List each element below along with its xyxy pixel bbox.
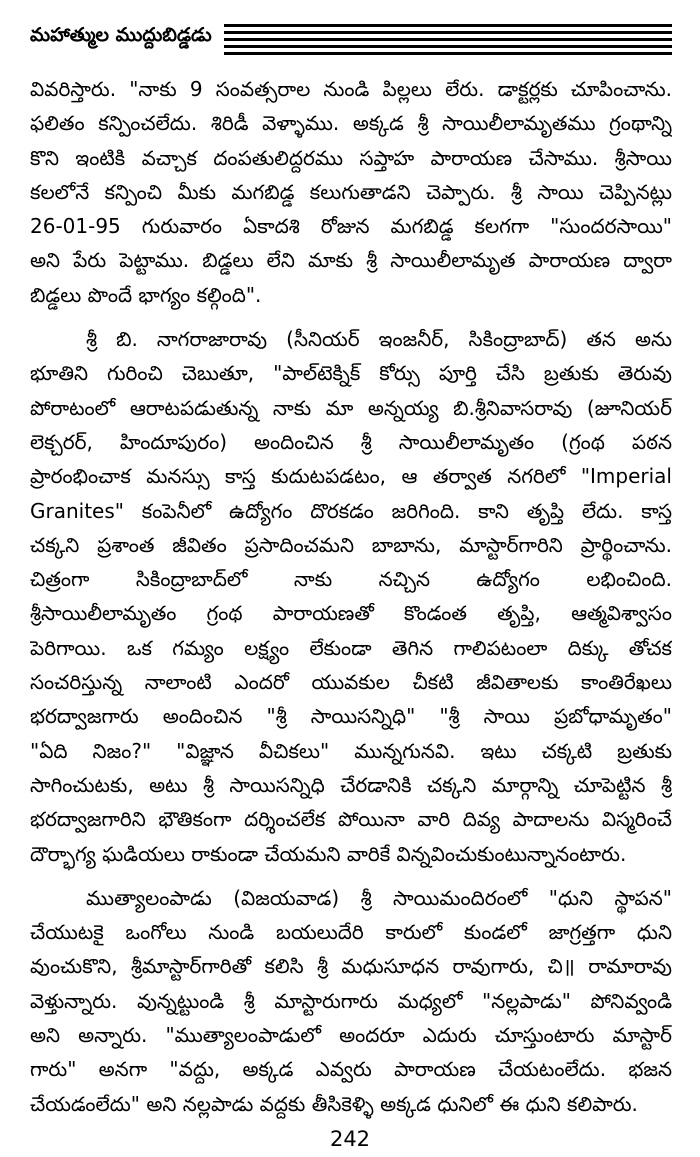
paragraph-2	[30, 322, 672, 871]
text-line: శ్రీసాయిలీలామృతం గ్రంథ పారాయణతో కొండంత తృప్తి, ఆత్మవిశ్వాసం	[30, 601, 672, 626]
text-line: కొని ఇంటికి వచ్చాక దంపతులిద్దరము సప్తాహ పారాయణ చేసాము. శ్రీసాయి	[30, 145, 672, 170]
text-line: వివరిస్తారు. "నాకు 9 సంవత్సరాల నుండి పిల్లలు లేరు. డాక్టర్లకు చూపించాను.	[30, 77, 672, 101]
header-rule-line	[224, 45, 672, 48]
text-line: అని అన్నారు. "ముత్యాలంపాడులో అందరూ ఎదురు చూస్తుంటారు మాస్టార్	[30, 1023, 672, 1048]
page-number: 242	[329, 1127, 371, 1151]
header-rule-line	[224, 38, 672, 41]
text-line: పోరాటంలో ఆరాటపడుతున్న నాకు మా అన్నయ్య బి.శ్రీనివాసరావు (జూనియర్	[30, 395, 672, 420]
text-line: సాగించుటకు, అటు శ్రీ సాయిసన్నిధి చేరడానికి చక్కని మార్గాన్ని చూపెట్టిన శ్రీ	[30, 772, 672, 797]
text-line: ప్రారంభించాక మనస్సు కాస్త కుదుటపడటం, ఆ తర్వాత నగరిలో "Imperial	[30, 464, 672, 489]
text-line: గారు" అనగా "వద్దు, అక్కడ ఎవ్వరు పారాయణ చేయటంలేదు. భజన	[30, 1057, 672, 1082]
header-rule-line	[224, 24, 672, 27]
text-line: లెక్చరర్, హిందూపురం) అందించిన శ్రీ సాయిలీలామృతం (గ్రంథ పఠన	[30, 429, 672, 454]
text-line: భూతిని గురించి చెబుతూ, "పాల్‌టెక్నిక్ కోర్సు పూర్తి చేసి బ్రతుకు తెరువు	[30, 361, 672, 386]
text-line: భరద్వాజగారిని భౌతికంగా దర్శించలేక పోయినా వారి దివ్య పాదాలను విస్మరించే	[30, 807, 672, 832]
text-line: శ్రీ బి. నాగరాజారావు (సీనియర్ ఇంజనీర్, సికింద్రాబాద్) తన అను	[86, 327, 672, 352]
text-line: చిత్రంగా సికింద్రాబాద్‌లో నాకు నచ్చిన ఉద్యోగం లభించింది.	[30, 567, 672, 592]
running-title: మహాత్ముల ముద్దుబిడ్డడు	[30, 24, 212, 46]
paragraph-1	[30, 72, 672, 312]
text-line: చేయడంలేదు" అని నల్లపాడు వద్దకు తీసికెళ్ళి అక్కడ ధునిలో ఈ ధుని కలిపారు.	[30, 1091, 638, 1116]
text-line: భరద్వాజగారు అందించిన "శ్రీ సాయిసన్నిధి" "శ్రీ సాయి ప్రబోధామృతం"	[30, 704, 672, 729]
text-line: కలలోనే కన్పించి మీకు మగబిడ్డ కలుగుతాడని చెప్పారు. శ్రీ సాయి చెప్పినట్లు	[30, 179, 672, 204]
header-rule-line	[224, 52, 672, 55]
text-line: వెళ్తున్నారు. వున్నట్టుండి శ్రీ మాస్టారుగారు మధ్యలో "నల్లపాడు" పోనివ్వండి	[30, 988, 672, 1013]
text-line: చక్కని ప్రశాంత జీవితం ప్రసాదించమని బాబాను, మాస్టార్‌గారిని ప్రార్థించాను.	[30, 532, 672, 557]
text-line: ముత్యాలంపాడు (విజయవాడ) శ్రీ సాయిమందిరంలో "ధుని స్థాపన"	[86, 885, 672, 910]
text-line: 26-01-95 గురువారం ఏకాదశి రోజున మగబిడ్డ కలగగా "సుందరసాయి"	[30, 214, 672, 239]
text-line: అని పేరు పెట్టాము. బిడ్డలు లేని మాకు శ్రీ సాయిలీలామృత పారాయణ ద్వారా	[30, 248, 672, 273]
text-line: ఫలితం కన్పించలేదు. శిరిడీ వెళ్ళాము. అక్కడ శ్రీ సాయిలీలామృతము గ్రంథాన్ని	[30, 111, 672, 136]
text-line: Granites" కంపెనీలో ఉద్యోగం దొరకడం జరిగింది. కాని తృప్తి లేదు. కాస్త	[30, 498, 672, 523]
text-line: "ఏది నిజం?" "విజ్ఞాన వీచికలు" మున్నగునవి. ఇటు చక్కటి బ్రతుకు	[30, 738, 672, 763]
text-line: బిడ్డలు పొందే భాగ్యం కల్గింది".	[30, 282, 262, 307]
text-line: దౌర్భాగ్య ఘడియలు రాకుండా చేయమని వారికే విన్నవించుకుంటున్నానంటారు.	[30, 841, 627, 866]
body-text	[30, 72, 672, 1121]
paragraph-3	[30, 881, 672, 1121]
text-line: చేయుటకై ఒంగోలు నుండి బయలుదేరి కారులో కుండలో జాగ్రత్తగా ధుని	[30, 920, 672, 945]
running-header	[30, 22, 672, 58]
text-line: సంచరిస్తున్న నాలాంటి ఎందరో యువకుల చీకటి జీవితాలకు కాంతిరేఖలు	[30, 670, 672, 695]
header-rule-line	[224, 31, 672, 34]
header-rules	[224, 24, 672, 59]
text-line: వుంచుకొని, శ్రీమాస్టార్‌గారితో కలిసి శ్రీ మధుసూధన రావుగారు, చి॥ రామారావు	[30, 954, 672, 979]
text-line: పెరిగాయి. ఒక గమ్యం లక్ష్యం లేకుండా తెగిన గాలిపటంలా దిక్కు తోచక	[30, 635, 672, 660]
